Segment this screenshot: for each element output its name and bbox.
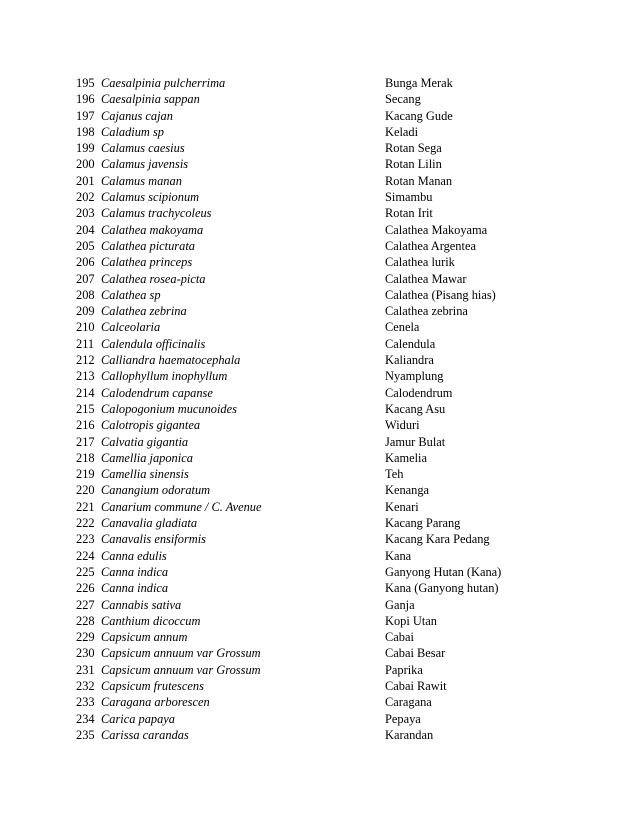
- scientific-name: Capsicum annuum var Grossum: [101, 662, 261, 677]
- common-name: Calathea zebrina: [385, 304, 468, 319]
- common-name: Calathea lurik: [385, 255, 455, 270]
- common-name: Caragana: [385, 695, 432, 710]
- scientific-name: Calliandra haematocephala: [101, 353, 241, 368]
- scientific-name: Camellia sinensis: [101, 467, 189, 482]
- common-name: Kana (Ganyong hutan): [385, 581, 499, 596]
- list-row: [76, 613, 516, 629]
- common-name: Kamelia: [385, 450, 427, 465]
- common-name: Calathea (Pisang hias): [385, 287, 496, 302]
- scientific-name: Calopogonium mucunoides: [101, 401, 237, 416]
- common-name: Calathea Makoyama: [385, 222, 488, 237]
- scientific-name: Caesalpinia sappan: [101, 92, 200, 107]
- scientific-name: Canthium dicoccum: [101, 613, 201, 628]
- row-number: 203: [76, 206, 95, 221]
- scientific-name: Calendula officinalis: [101, 336, 206, 351]
- list-row: [76, 303, 516, 319]
- common-name: Calendula: [385, 336, 436, 351]
- common-name: Cabai: [385, 630, 414, 645]
- common-name: Kaliandra: [385, 353, 434, 368]
- list-row: [76, 531, 516, 547]
- list-row: [76, 417, 516, 433]
- common-name: Nyamplung: [385, 369, 444, 384]
- row-number: 196: [76, 92, 95, 107]
- row-number: 219: [76, 467, 95, 482]
- scientific-name: Carica papaya: [101, 711, 175, 726]
- common-name: Teh: [385, 467, 404, 482]
- scientific-name: Canarium commune / C. Avenue: [101, 499, 262, 514]
- list-row: [76, 173, 516, 189]
- common-name: Rotan Irit: [385, 206, 433, 221]
- row-number: 195: [76, 76, 95, 90]
- row-number: 225: [76, 564, 95, 579]
- row-number: 204: [76, 222, 95, 237]
- row-number: 199: [76, 141, 95, 156]
- scientific-name: Calathea sp: [101, 287, 161, 302]
- plant-species-list: [76, 75, 516, 743]
- scientific-name: Carissa carandas: [101, 727, 189, 742]
- list-row: [76, 434, 516, 450]
- common-name: Widuri: [385, 418, 420, 433]
- list-row: [76, 108, 516, 124]
- row-number: 232: [76, 678, 95, 693]
- common-name: Kenari: [385, 499, 419, 514]
- scientific-name: Capsicum annum: [101, 630, 188, 645]
- row-number: 222: [76, 516, 95, 531]
- scientific-name: Canna indica: [101, 581, 169, 596]
- scientific-name: Callophyllum inophyllum: [101, 369, 228, 384]
- common-name: Calathea Argentea: [385, 238, 476, 253]
- common-name: Keladi: [385, 124, 419, 139]
- list-row: [76, 548, 516, 564]
- scientific-name: Capsicum frutescens: [101, 678, 204, 693]
- list-row: [76, 580, 516, 596]
- row-number: 212: [76, 353, 95, 368]
- list-row: [76, 336, 516, 352]
- common-name: Ganja: [385, 597, 415, 612]
- scientific-name: Calodendrum capanse: [101, 385, 213, 400]
- scientific-name: Canna indica: [101, 564, 169, 579]
- scientific-name: Calathea princeps: [101, 255, 193, 270]
- row-number: 201: [76, 173, 95, 188]
- scientific-name: Calamus scipionum: [101, 190, 200, 205]
- common-name: Kacang Asu: [385, 401, 446, 416]
- scientific-name: Calathea picturata: [101, 238, 195, 253]
- common-name: Cabai Besar: [385, 646, 446, 661]
- row-number: 202: [76, 190, 95, 205]
- scientific-name: Calathea rosea-picta: [101, 271, 206, 286]
- scientific-name: Caladium sp: [101, 124, 164, 139]
- common-name: Rotan Sega: [385, 141, 442, 156]
- list-row: [76, 629, 516, 645]
- list-row: [76, 124, 516, 140]
- list-row: [76, 678, 516, 694]
- row-number: 197: [76, 108, 95, 123]
- scientific-name: Calamus caesius: [101, 141, 185, 156]
- common-name: Simambu: [385, 190, 433, 205]
- list-row: [76, 156, 516, 172]
- common-name: Karandan: [385, 727, 434, 742]
- list-row: [76, 450, 516, 466]
- common-name: Kacang Parang: [385, 516, 461, 531]
- scientific-name: Caragana arborescen: [101, 695, 210, 710]
- common-name: Kana: [385, 548, 412, 563]
- row-number: 227: [76, 597, 95, 612]
- common-name: Kacang Kara Pedang: [385, 532, 490, 547]
- row-number: 218: [76, 450, 95, 465]
- list-row: [76, 401, 516, 417]
- common-name: Bunga Merak: [385, 76, 453, 90]
- common-name: Jamur Bulat: [385, 434, 446, 449]
- list-row: [76, 238, 516, 254]
- row-number: 214: [76, 385, 95, 400]
- list-row: [76, 91, 516, 107]
- row-number: 221: [76, 499, 95, 514]
- list-row: [76, 352, 516, 368]
- list-row: [76, 222, 516, 238]
- row-number: 215: [76, 401, 95, 416]
- list-row: [76, 466, 516, 482]
- row-number: 229: [76, 630, 95, 645]
- list-row: [76, 711, 516, 727]
- row-number: 235: [76, 727, 95, 742]
- common-name: Rotan Manan: [385, 173, 453, 188]
- row-number: 198: [76, 124, 95, 139]
- list-row: [76, 368, 516, 384]
- scientific-name: Calathea makoyama: [101, 222, 204, 237]
- common-name: Cenela: [385, 320, 420, 335]
- scientific-name: Calathea zebrina: [101, 304, 187, 319]
- common-name: Secang: [385, 92, 421, 107]
- common-name: Pepaya: [385, 711, 421, 726]
- list-row: [76, 564, 516, 580]
- row-number: 223: [76, 532, 95, 547]
- common-name: Rotan Lilin: [385, 157, 442, 172]
- list-row: [76, 662, 516, 678]
- scientific-name: Capsicum annuum var Grossum: [101, 646, 261, 661]
- scientific-name: Calamus trachycoleus: [101, 206, 212, 221]
- scientific-name: Calvatia gigantia: [101, 434, 189, 449]
- row-number: 234: [76, 711, 95, 726]
- row-number: 211: [76, 336, 95, 351]
- list-row: [76, 140, 516, 156]
- list-row: [76, 75, 516, 91]
- common-name: Ganyong Hutan (Kana): [385, 564, 502, 579]
- row-number: 233: [76, 695, 95, 710]
- list-row: [76, 189, 516, 205]
- row-number: 231: [76, 662, 95, 677]
- list-row: [76, 694, 516, 710]
- row-number: 206: [76, 255, 95, 270]
- scientific-name: Canna edulis: [101, 548, 167, 563]
- list-row: [76, 385, 516, 401]
- row-number: 220: [76, 483, 95, 498]
- list-row: [76, 727, 516, 743]
- scientific-name: Canavalia gladiata: [101, 516, 198, 531]
- list-row: [76, 515, 516, 531]
- list-row: [76, 482, 516, 498]
- scientific-name: Canangium odoratum: [101, 483, 211, 498]
- scientific-name: Calceolaria: [101, 320, 161, 335]
- common-name: Calodendrum: [385, 385, 453, 400]
- scientific-name: Camellia japonica: [101, 450, 193, 465]
- list-row: [76, 271, 516, 287]
- row-number: 209: [76, 304, 95, 319]
- common-name: Calathea Mawar: [385, 271, 467, 286]
- scientific-name: Calamus manan: [101, 173, 182, 188]
- row-number: 200: [76, 157, 95, 172]
- row-number: 207: [76, 271, 95, 286]
- row-number: 226: [76, 581, 95, 596]
- list-row: [76, 499, 516, 515]
- row-number: 210: [76, 320, 95, 335]
- list-row: [76, 319, 516, 335]
- row-number: 230: [76, 646, 95, 661]
- row-number: 216: [76, 418, 95, 433]
- list-row: [76, 254, 516, 270]
- common-name: Kacang Gude: [385, 108, 453, 123]
- scientific-name: Cajanus cajan: [101, 108, 173, 123]
- scientific-name: Calamus javensis: [101, 157, 189, 172]
- row-number: 224: [76, 548, 95, 563]
- scientific-name: Caesalpinia pulcherrima: [101, 76, 226, 90]
- row-number: 205: [76, 238, 95, 253]
- row-number: 208: [76, 287, 95, 302]
- list-row: [76, 597, 516, 613]
- row-number: 217: [76, 434, 95, 449]
- common-name: Cabai Rawit: [385, 678, 447, 693]
- scientific-name: Canavalis ensiformis: [101, 532, 206, 547]
- scientific-name: Cannabis sativa: [101, 597, 182, 612]
- list-row: [76, 205, 516, 221]
- row-number: 228: [76, 613, 95, 628]
- list-row: [76, 287, 516, 303]
- common-name: Kopi Utan: [385, 613, 437, 628]
- common-name: Kenanga: [385, 483, 430, 498]
- list-row: [76, 645, 516, 661]
- scientific-name: Calotropis gigantea: [101, 418, 201, 433]
- common-name: Paprika: [385, 662, 423, 677]
- row-number: 213: [76, 369, 95, 384]
